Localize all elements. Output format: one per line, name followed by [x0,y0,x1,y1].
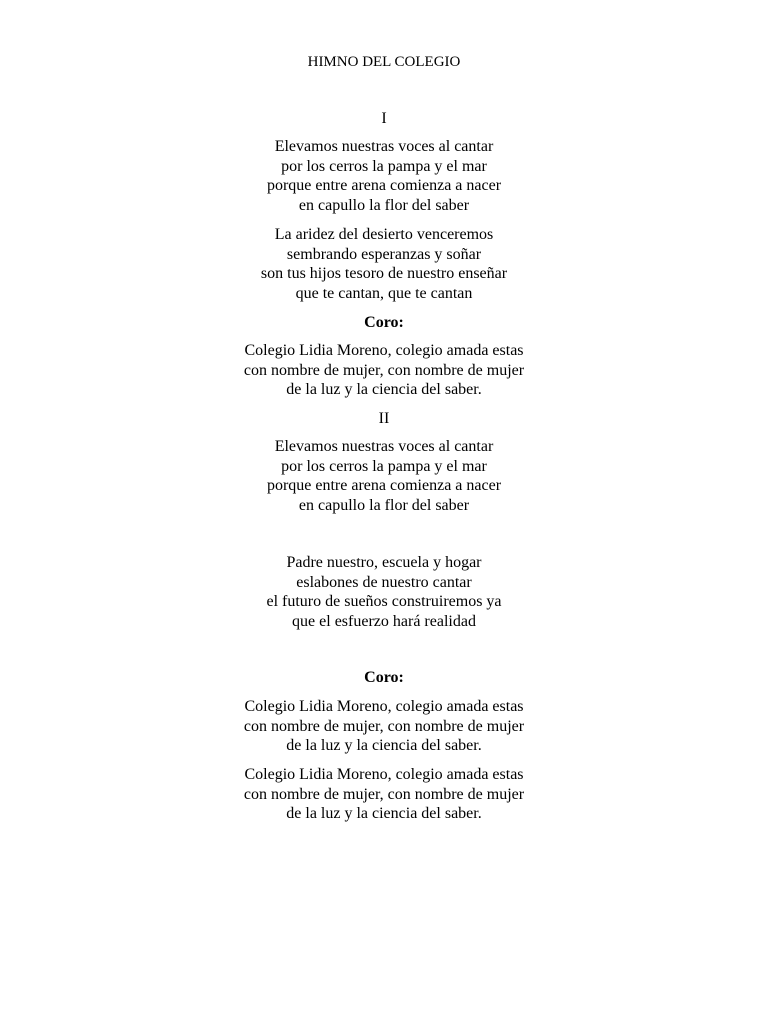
verse-line: La aridez del desierto venceremos [274,226,494,243]
chorus-line: Colegio Lidia Moreno, colegio amada estas [244,342,524,359]
verse-line: en capullo la flor del saber [298,196,470,214]
chorus-line: Colegio Lidia Moreno, colegio amada estas [244,766,524,783]
chorus-line: de la luz y la ciencia del saber. [286,381,482,399]
verse-1-numeral: I [381,110,387,127]
verse-line: por los cerros la pampa y el mar [281,457,487,475]
verse-line: el futuro de sueños construiremos ya [266,593,502,611]
chorus-line: con nombre de mujer, con nombre de mujer [243,717,525,735]
verse-line: por los cerros la pampa y el mar [281,157,487,175]
verse-line: sembrando esperanzas y soñar [286,245,482,263]
chorus-line: con nombre de mujer, con nombre de mujer [243,361,525,379]
verse-line: Elevamos nuestras voces al cantar [274,138,494,155]
chorus-1-heading: Coro: [364,314,404,331]
chorus-line: con nombre de mujer, con nombre de mujer [243,785,525,803]
verse-line: son tus hijos tesoro de nuestro enseñar [260,265,508,283]
chorus-2-stanza-b [0,765,768,824]
verse-1-stanza-a [0,137,768,215]
chorus-line: Colegio Lidia Moreno, colegio amada estas [244,698,524,715]
verse-2-stanza-b [0,553,768,631]
verse-line: Padre nuestro, escuela y hogar [286,554,482,571]
chorus-line: de la luz y la ciencia del saber. [286,737,482,755]
verse-line: que te cantan, que te cantan [295,284,473,302]
verse-2-numeral: II [378,410,390,427]
verse-line: porque entre arena comienza a nacer [266,477,502,495]
verse-line: Elevamos nuestras voces al cantar [274,438,494,455]
chorus-2-stanza-a [0,697,768,756]
verse-line: que el esfuerzo hará realidad [292,612,476,630]
verse-1-stanza-b [0,225,768,303]
chorus-line: de la luz y la ciencia del saber. [286,805,482,823]
verse-2-stanza-a [0,437,768,515]
chorus-1-lines [0,341,768,400]
verse-line: eslabones de nuestro cantar [296,573,472,591]
verse-line: porque entre arena comienza a nacer [266,177,502,195]
chorus-2-heading: Coro: [364,669,404,686]
verse-line: en capullo la flor del saber [298,496,470,514]
page-title: HIMNO DEL COLEGIO [307,54,461,70]
